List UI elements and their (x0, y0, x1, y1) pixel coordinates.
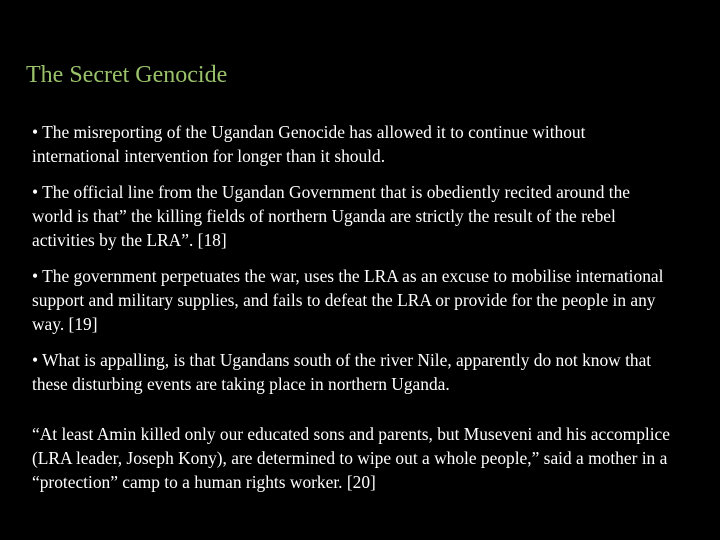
bullet-misreporting: • The misreporting of the Ugandan Genocide has allowed it to continue without international intervention for longer than it should. (32, 122, 586, 166)
bullet-official-line: • The official line from the Ugandan Government that is obediently recited around the world is that” the killing fields of northern Uganda are strictly the result of the rebel activities by the LRA”. [18] (32, 182, 630, 250)
mother-quote: “At least Amin killed only our educated sons and parents, but Museveni and his accomplice (LRA leader, Joseph Kony), are determined to wipe out a whole people,” said a mother in a “protection” camp to a human rights worker. [20] (32, 424, 670, 492)
bullet-government-war: • The government perpetuates the war, uses the LRA as an excuse to mobilise international support and military supplies, and fails to defeat the LRA or provide for the people in any way. [19] (32, 266, 664, 334)
bullet-appalling: • What is appalling, is that Ugandans south of the river Nile, apparently do not know that these disturbing events are taking place in northern Uganda. (32, 350, 652, 394)
slide-title: The Secret Genocide (26, 62, 228, 88)
slide-body (32, 120, 672, 506)
